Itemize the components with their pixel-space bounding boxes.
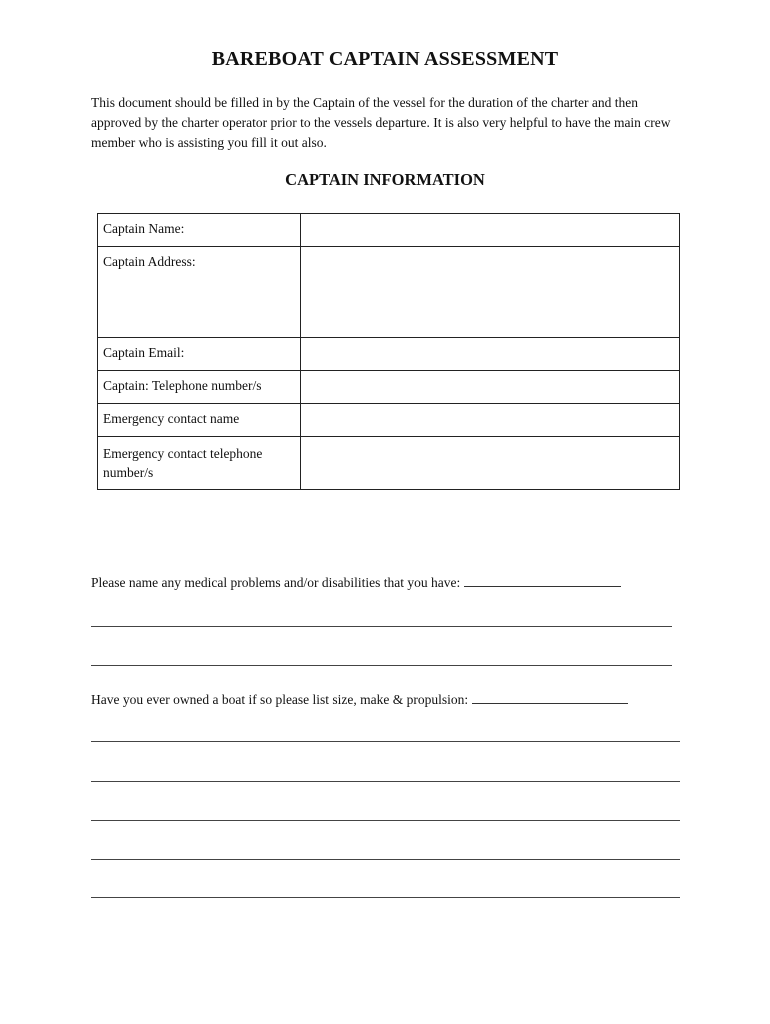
captain-email-label: Captain Email: — [98, 338, 301, 371]
boat-question-label: Have you ever owned a boat if so please list size, make & propulsion: — [91, 692, 469, 707]
boat-answer-line[interactable] — [91, 781, 680, 782]
section-heading-captain-information: CAPTAIN INFORMATION — [285, 170, 485, 189]
document-title: BAREBOAT CAPTAIN ASSESSMENT — [211, 48, 559, 70]
table-row — [98, 371, 680, 404]
captain-email-field[interactable] — [301, 338, 680, 371]
medical-question — [91, 573, 621, 591]
medical-answer-blank[interactable] — [464, 573, 621, 587]
boat-question — [91, 690, 628, 708]
intro-paragraph: This document should be filled in by the Captain of the vessel for the duration of the charter and then approved by the charter operator prior to the vessels departure. It is also very helpful to have the main crew member who is assisting you fill it out also. — [91, 95, 671, 150]
medical-answer-line[interactable] — [91, 626, 672, 627]
captain-telephone-field[interactable] — [301, 371, 680, 404]
captain-telephone-label: Captain: Telephone number/s — [98, 371, 301, 404]
captain-name-field[interactable] — [301, 214, 680, 247]
emergency-contact-telephone-label: Emergency contact telephone number/s — [98, 437, 301, 490]
table-row — [98, 437, 680, 490]
medical-question-label: Please name any medical problems and/or disabilities that you have: — [91, 575, 461, 590]
boat-answer-line[interactable] — [91, 859, 680, 860]
table-row — [98, 338, 680, 371]
emergency-contact-name-label: Emergency contact name — [98, 404, 301, 437]
medical-answer-line[interactable] — [91, 665, 672, 666]
boat-answer-line[interactable] — [91, 820, 680, 821]
boat-answer-line[interactable] — [91, 897, 680, 898]
captain-address-label: Captain Address: — [98, 247, 301, 338]
table-row — [98, 214, 680, 247]
captain-name-label: Captain Name: — [98, 214, 301, 247]
emergency-contact-telephone-field[interactable] — [301, 437, 680, 490]
table-row — [98, 404, 680, 437]
emergency-contact-name-field[interactable] — [301, 404, 680, 437]
captain-information-table — [97, 213, 680, 490]
boat-answer-line[interactable] — [91, 741, 680, 742]
table-row — [98, 247, 680, 338]
boat-answer-blank[interactable] — [472, 690, 628, 704]
captain-address-field[interactable] — [301, 247, 680, 338]
